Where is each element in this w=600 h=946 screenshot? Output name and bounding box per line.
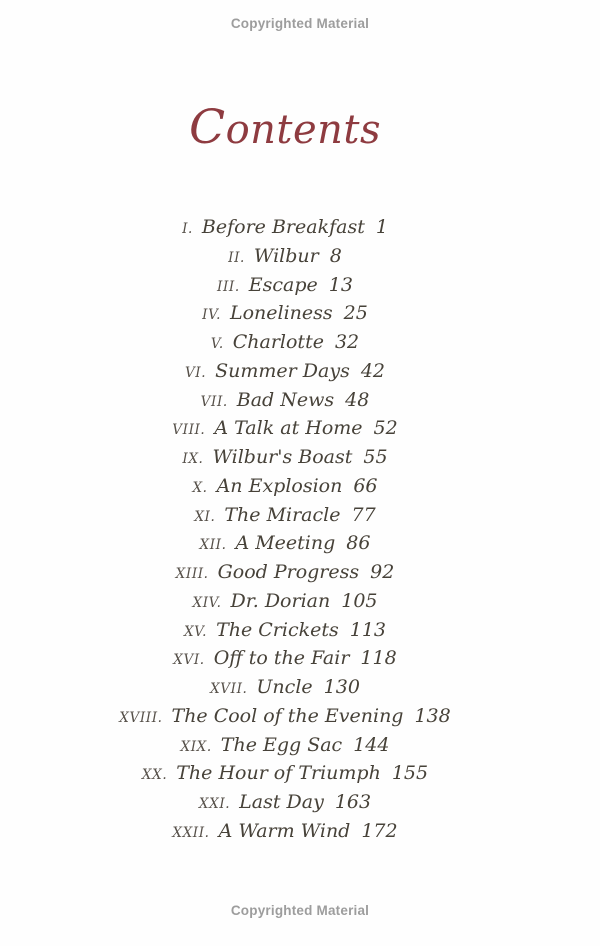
chapter-title: Off to the Fair: [213, 647, 350, 670]
page-title: Contents: [188, 100, 382, 155]
chapter-title: Bad News: [236, 388, 335, 411]
toc-entry: [0, 414, 570, 443]
chapter-title: Loneliness: [229, 302, 333, 325]
toc-entry: [0, 731, 570, 760]
chapter-page-number: 77: [351, 503, 376, 526]
chapter-page-number: 105: [341, 589, 378, 612]
toc-entry: [0, 759, 570, 788]
chapter-numeral: XV.: [183, 623, 208, 640]
table-of-contents: [0, 213, 570, 846]
chapter-numeral: III.: [217, 278, 240, 295]
toc-entry: [0, 299, 570, 328]
chapter-numeral: XIV.: [192, 594, 222, 611]
chapter-numeral: XVII.: [210, 681, 248, 697]
chapter-numeral: VII.: [200, 393, 228, 410]
chapter-title: The Miracle: [224, 503, 341, 526]
chapter-title: The Crickets: [216, 618, 339, 641]
chapter-title: A Meeting: [235, 532, 336, 555]
toc-entry: [0, 271, 570, 300]
toc-entry: [0, 357, 570, 386]
toc-entry: [0, 817, 570, 846]
chapter-numeral: IV.: [202, 307, 221, 324]
chapter-numeral: XXII.: [172, 824, 210, 841]
toc-entry: [0, 443, 570, 472]
toc-entry: [0, 587, 570, 616]
chapter-title: Escape: [248, 273, 318, 296]
copyright-notice-top: Copyrighted Material: [230, 16, 370, 31]
toc-entry: [0, 328, 570, 357]
chapter-title: The Egg Sac: [220, 733, 343, 756]
chapter-page-number: 113: [349, 618, 387, 641]
chapter-numeral: VI.: [184, 364, 207, 381]
chapter-numeral: XXI.: [198, 796, 231, 812]
chapter-numeral: XIII.: [175, 566, 209, 582]
chapter-page-number: 42: [360, 359, 386, 382]
chapter-page-number: 144: [353, 733, 390, 756]
toc-entry: [0, 558, 570, 587]
chapter-page-number: 163: [334, 791, 372, 813]
chapter-page-number: 155: [391, 762, 429, 785]
toc-entry: [0, 242, 570, 271]
chapter-page-number: 66: [353, 474, 378, 497]
chapter-title: Wilbur's Boast: [212, 446, 353, 468]
chapter-title: An Explosion: [216, 474, 343, 497]
chapter-numeral: I.: [182, 221, 193, 237]
chapter-numeral: XVI.: [173, 652, 205, 669]
chapter-page-number: 1: [375, 216, 388, 238]
toc-entry: [0, 529, 570, 558]
chapter-title: Last Day: [239, 791, 324, 813]
chapter-page-number: 8: [329, 244, 342, 267]
chapter-numeral: XIX.: [180, 738, 212, 755]
chapter-numeral: VIII.: [172, 422, 206, 439]
chapter-title: A Talk at Home: [214, 417, 363, 440]
chapter-title: The Cool of the Evening: [171, 704, 404, 727]
toc-entry: [0, 644, 570, 673]
chapter-numeral: II.: [228, 249, 245, 266]
toc-entry: [0, 386, 570, 415]
chapter-page-number: 86: [346, 532, 371, 555]
chapter-title: Charlotte: [232, 331, 324, 353]
chapter-page-number: 52: [373, 417, 398, 440]
toc-entry: [0, 788, 570, 817]
chapter-page-number: 48: [345, 388, 370, 411]
chapter-numeral: XVIII.: [119, 709, 163, 726]
copyright-notice-bottom: Copyrighted Material: [230, 903, 370, 918]
chapter-numeral: XI.: [194, 508, 216, 525]
chapter-page-number: 13: [328, 273, 353, 296]
chapter-page-number: 32: [334, 331, 360, 353]
chapter-page-number: 130: [323, 676, 360, 698]
toc-entry: [0, 472, 570, 501]
toc-entry: [0, 501, 570, 530]
chapter-title: Before Breakfast: [201, 216, 365, 238]
chapter-title: Good Progress: [217, 561, 360, 583]
chapter-page-number: 92: [370, 561, 395, 583]
chapter-numeral: IX.: [182, 451, 204, 467]
chapter-title: Summer Days: [215, 359, 350, 382]
toc-entry: [0, 702, 570, 731]
chapter-page-number: 55: [363, 446, 388, 468]
toc-entry: [0, 213, 570, 242]
chapter-numeral: XX.: [141, 767, 168, 784]
chapter-numeral: V.: [210, 336, 224, 352]
chapter-page-number: 25: [343, 302, 368, 325]
chapter-numeral: X.: [192, 479, 208, 496]
chapter-title: Wilbur: [253, 244, 319, 267]
chapter-numeral: XII.: [199, 537, 227, 554]
chapter-title: The Hour of Triumph: [176, 762, 381, 785]
toc-entry: [0, 673, 570, 702]
chapter-title: Dr. Dorian: [230, 589, 331, 612]
chapter-page-number: 118: [360, 647, 397, 670]
chapter-page-number: 172: [361, 819, 398, 842]
chapter-page-number: 138: [414, 704, 451, 727]
toc-entry: [0, 616, 570, 645]
chapter-title: A Warm Wind: [218, 819, 351, 842]
chapter-title: Uncle: [256, 676, 313, 698]
